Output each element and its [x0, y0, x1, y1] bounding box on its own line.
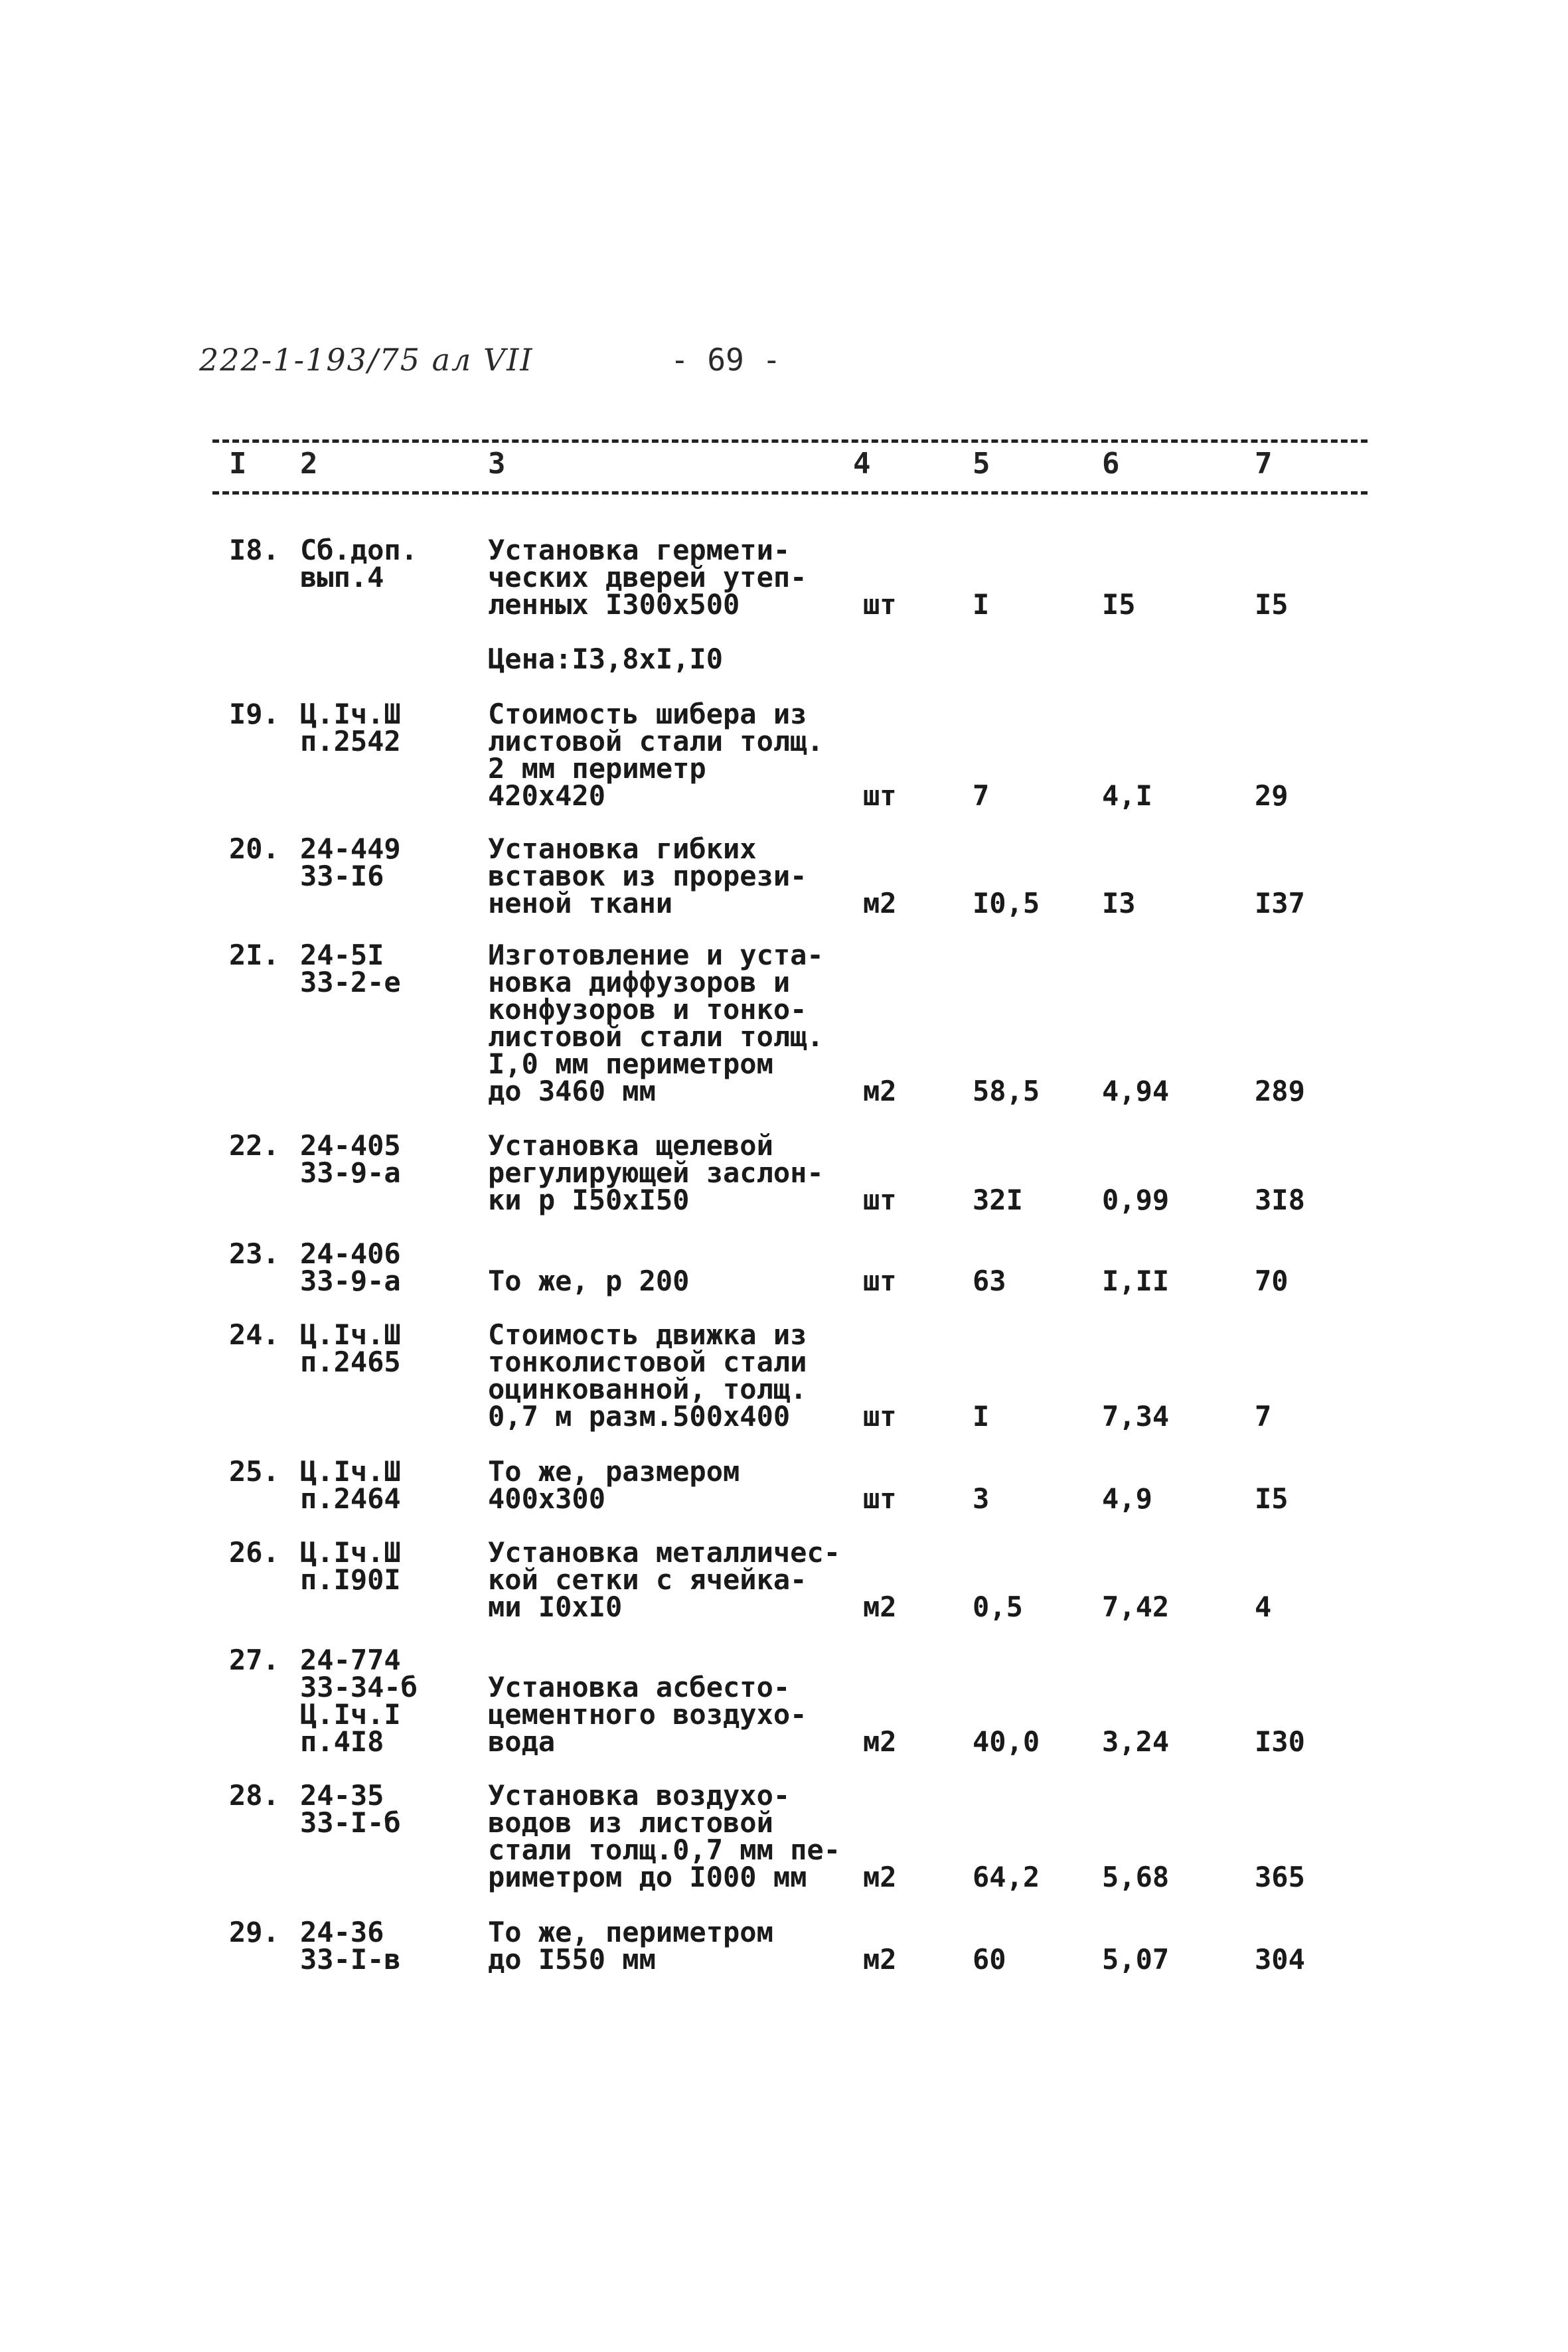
row-description: Установка металличес- кой сетки с ячейка- ми I0xI0	[488, 1536, 841, 1623]
row-description: То же, р 200	[488, 1265, 690, 1297]
row-reference: 24-774 33-34-б Ц.Iч.I п.4I8	[300, 1644, 418, 1758]
row-description: Стоимость шибера из листовой стали толщ. 2 мм периметр 420x420	[488, 698, 824, 812]
row-number: 27.	[229, 1644, 279, 1676]
page-number: - 69 -	[670, 342, 781, 378]
row-unit: м2	[863, 1591, 897, 1623]
row-unit-price: 4,I	[1102, 779, 1152, 812]
row-number: 25.	[229, 1455, 279, 1488]
row-reference: Ц.Iч.Ш п.2465	[300, 1318, 401, 1378]
column-header-4: 4	[853, 447, 871, 481]
row-total: 70	[1255, 1265, 1289, 1297]
row-quantity: 64,2	[973, 1861, 1040, 1893]
row-unit: м2	[863, 1725, 897, 1758]
row-reference: 24-405 33-9-а	[300, 1129, 401, 1189]
row-total: 3I8	[1255, 1184, 1305, 1216]
row-total: I37	[1255, 887, 1305, 919]
row-quantity: I	[973, 588, 990, 621]
row-reference: Ц.Iч.Ш п.2542	[300, 698, 401, 757]
row-total: 4	[1255, 1591, 1272, 1623]
row-reference: 24-449 33-I6	[300, 832, 401, 892]
row-unit: м2	[863, 1943, 897, 1976]
row-number: 20.	[229, 832, 279, 865]
row-description: Установка гермети- ческих дверей утеп- ленных I300x500	[488, 534, 807, 621]
row-quantity: 60	[973, 1943, 1006, 1976]
row-number: 23.	[229, 1237, 279, 1270]
row-total: 7	[1255, 1400, 1272, 1433]
row-unit-price: 5,68	[1102, 1861, 1170, 1893]
header-bottom-rule	[212, 491, 1368, 495]
row-unit-price: I5	[1102, 588, 1136, 621]
row-number: 29.	[229, 1916, 279, 1948]
row-quantity: 63	[973, 1265, 1006, 1297]
row-unit-price: 7,34	[1102, 1400, 1170, 1433]
row-total: 29	[1255, 779, 1289, 812]
row-description: То же, размером 400x300	[488, 1455, 740, 1515]
row-reference: 24-406 33-9-а	[300, 1237, 401, 1297]
row-quantity: 0,5	[973, 1591, 1023, 1623]
row-reference: Ц.Iч.Ш п.2464	[300, 1455, 401, 1515]
row-number: I8.	[229, 534, 279, 566]
row-description: Установка гибких вставок из прорези- неной ткани	[488, 832, 807, 919]
row-description: Стоимость движка из тонколистовой стали оцинкованной, толщ. 0,7 м разм.500x400	[488, 1318, 807, 1433]
row-number: 26.	[229, 1536, 279, 1569]
row-quantity: 3	[973, 1482, 990, 1515]
column-header-1: I	[229, 447, 247, 481]
row-unit: м2	[863, 1075, 897, 1107]
row-reference: 24-5I 33-2-е	[300, 939, 401, 998]
row-unit: шт	[863, 1184, 897, 1216]
row-unit-price: 4,94	[1102, 1075, 1170, 1107]
row-description: Изготовление и уста- новка диффузоров и конфузоров и тонко- листовой стали толщ. I,0 мм периметром до 3460 мм	[488, 939, 824, 1107]
row-number: 28.	[229, 1779, 279, 1812]
column-header-7: 7	[1255, 447, 1273, 481]
row-total: 365	[1255, 1861, 1305, 1893]
row-unit: шт	[863, 1265, 897, 1297]
row-total: I5	[1255, 1482, 1289, 1515]
document-code: 222-1-193/75 ал VII	[199, 342, 534, 378]
row-quantity: 40,0	[973, 1725, 1040, 1758]
row-total: I5	[1255, 588, 1289, 621]
column-header-2: 2	[300, 447, 318, 481]
row-unit-price: 7,42	[1102, 1591, 1170, 1623]
row-number: 24.	[229, 1318, 279, 1351]
row-quantity: I0,5	[973, 887, 1040, 919]
row-total: 289	[1255, 1075, 1305, 1107]
row-reference: Сб.доп. вып.4	[300, 534, 418, 593]
row-unit: шт	[863, 779, 897, 812]
row-unit: м2	[863, 887, 897, 919]
row-unit-price: I3	[1102, 887, 1136, 919]
row-quantity: 7	[973, 779, 990, 812]
row-total: I30	[1255, 1725, 1305, 1758]
row-description: Установка асбесто- цементного воздухо- вода	[488, 1671, 807, 1758]
row-quantity: 58,5	[973, 1075, 1040, 1107]
row-unit: шт	[863, 1482, 897, 1515]
price-note: Цена:I3,8xI,I0	[488, 643, 724, 675]
row-unit-price: 3,24	[1102, 1725, 1170, 1758]
row-reference: Ц.Iч.Ш п.I90I	[300, 1536, 401, 1596]
column-header-6: 6	[1102, 447, 1120, 481]
row-description: Установка воздухо- водов из листовой стали толщ.0,7 мм пе- риметром до I000 мм	[488, 1779, 841, 1893]
row-unit: шт	[863, 588, 897, 621]
column-header-5: 5	[973, 447, 990, 481]
row-unit: м2	[863, 1861, 897, 1893]
row-unit-price: 5,07	[1102, 1943, 1170, 1976]
row-unit: шт	[863, 1400, 897, 1433]
row-description: То же, периметром до I550 мм	[488, 1916, 773, 1976]
row-number: 22.	[229, 1129, 279, 1162]
row-reference: 24-35 33-I-б	[300, 1779, 401, 1839]
row-total: 304	[1255, 1943, 1305, 1976]
row-description: Установка щелевой регулирующей заслон- ки р I50xI50	[488, 1129, 824, 1216]
row-unit-price: 4,9	[1102, 1482, 1152, 1515]
row-unit-price: 0,99	[1102, 1184, 1170, 1216]
row-quantity: I	[973, 1400, 990, 1433]
column-header-3: 3	[488, 447, 506, 481]
row-number: 2I.	[229, 939, 279, 971]
row-reference: 24-36 33-I-в	[300, 1916, 401, 1976]
header-top-rule	[212, 439, 1368, 443]
row-number: I9.	[229, 698, 279, 730]
row-unit-price: I,II	[1102, 1265, 1170, 1297]
row-quantity: 32I	[973, 1184, 1023, 1216]
